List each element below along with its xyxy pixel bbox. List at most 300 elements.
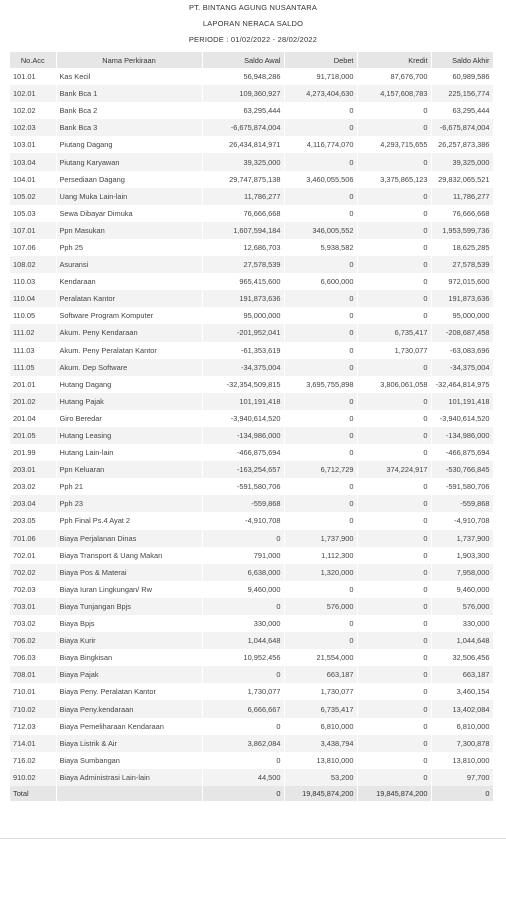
debit-cell: 0 [284,444,357,461]
account-name-cell: Pph Final Ps.4 Ayat 2 [56,512,202,529]
account-name-cell: Biaya Pos & Materai [56,564,202,581]
credit-cell: 0 [357,495,431,512]
closing-balance-cell: -591,580,706 [431,478,493,495]
debit-cell: 6,735,417 [284,700,357,717]
credit-cell: 0 [357,239,431,256]
opening-balance-cell: 63,295,444 [202,102,284,119]
table-row [10,256,493,273]
total-debit: 19,845,874,200 [284,786,357,801]
debit-cell: 0 [284,205,357,222]
credit-cell: 0 [357,632,431,649]
closing-balance-cell: 1,953,599,736 [431,222,493,239]
closing-balance-cell: 330,000 [431,615,493,632]
account-name-cell: Biaya Kurir [56,632,202,649]
debit-cell: 0 [284,153,357,170]
account-name-cell: Bank Bca 2 [56,102,202,119]
closing-balance-cell: -32,464,814,975 [431,376,493,393]
account-name-cell: Peralatan Kantor [56,290,202,307]
account-no-cell: 201.05 [10,427,56,444]
table-row [10,119,493,136]
total-label: Total [10,786,56,801]
opening-balance-cell: -61,353,619 [202,342,284,359]
opening-balance-cell: -163,254,657 [202,461,284,478]
closing-balance-cell: 63,295,444 [431,102,493,119]
debit-cell: 0 [284,102,357,119]
account-name-cell: Piutang Karyawan [56,153,202,170]
table-row [10,495,493,512]
closing-balance-cell: 26,257,873,386 [431,136,493,153]
closing-balance-cell: -6,675,874,004 [431,119,493,136]
debit-cell: 1,737,900 [284,530,357,547]
table-row [10,136,493,153]
table-row [10,342,493,359]
table-row [10,752,493,769]
account-name-cell: Bank Bca 3 [56,119,202,136]
table-row [10,290,493,307]
opening-balance-cell: 39,325,000 [202,153,284,170]
account-name-cell: Biaya Perjalanan Dinas [56,530,202,547]
credit-cell: 1,730,077 [357,342,431,359]
opening-balance-cell: 44,500 [202,769,284,786]
account-name-cell: Bank Bca 1 [56,85,202,102]
closing-balance-cell: -4,910,708 [431,512,493,529]
credit-cell: 4,157,608,783 [357,85,431,102]
closing-balance-cell: 76,666,668 [431,205,493,222]
debit-cell: 6,810,000 [284,718,357,735]
debit-cell: 1,320,000 [284,564,357,581]
account-no-cell: 201.02 [10,393,56,410]
table-row [10,564,493,581]
account-name-cell: Biaya Bingkisan [56,649,202,666]
account-no-cell: 703.01 [10,598,56,615]
credit-cell: 0 [357,649,431,666]
credit-cell: 0 [357,153,431,170]
account-no-cell: 104.01 [10,171,56,188]
account-no-cell: 702.02 [10,564,56,581]
opening-balance-cell: -201,952,041 [202,324,284,341]
closing-balance-cell: 11,786,277 [431,188,493,205]
account-no-cell: 102.02 [10,102,56,119]
closing-balance-cell: 6,810,000 [431,718,493,735]
debit-cell: 21,554,000 [284,649,357,666]
opening-balance-cell: 0 [202,598,284,615]
opening-balance-cell: 9,460,000 [202,581,284,598]
credit-cell: 0 [357,615,431,632]
report-header [0,0,506,48]
total-row [10,786,493,801]
closing-balance-cell: 1,737,900 [431,530,493,547]
account-name-cell: Biaya Bpjs [56,615,202,632]
total-closing-balance: 0 [431,786,493,801]
opening-balance-cell: -6,675,874,004 [202,119,284,136]
company-name: PT. BINTANG AGUNG NUSANTARA [188,3,318,12]
debit-cell: 1,112,300 [284,547,357,564]
closing-balance-cell: 225,156,774 [431,85,493,102]
credit-cell: 0 [357,188,431,205]
debit-cell: 0 [284,119,357,136]
credit-cell: 0 [357,512,431,529]
account-name-cell: Pph 21 [56,478,202,495]
account-name-cell: Biaya Pemeliharaan Kendaraan [56,718,202,735]
account-name-cell: Biaya Tunjangan Bpjs [56,598,202,615]
credit-cell: 0 [357,666,431,683]
opening-balance-cell: 0 [202,752,284,769]
debit-cell: 13,810,000 [284,752,357,769]
account-no-cell: 703.02 [10,615,56,632]
account-no-cell: 102.01 [10,85,56,102]
account-no-cell: 203.04 [10,495,56,512]
column-header-opening-balance: Saldo Awal [202,52,284,68]
opening-balance-cell: 791,000 [202,547,284,564]
opening-balance-cell: 330,000 [202,615,284,632]
credit-cell: 0 [357,205,431,222]
closing-balance-cell: 95,000,000 [431,307,493,324]
credit-cell: 0 [357,564,431,581]
credit-cell: 6,735,417 [357,324,431,341]
account-name-cell: Hutang Lain-lain [56,444,202,461]
column-header-debit: Debet [284,52,357,68]
closing-balance-cell: 576,000 [431,598,493,615]
account-name-cell: Biaya Transport & Uang Makan [56,547,202,564]
closing-balance-cell: 13,402,084 [431,700,493,717]
credit-cell: 3,375,865,123 [357,171,431,188]
closing-balance-cell: -559,868 [431,495,493,512]
account-name-cell: Software Program Komputer [56,307,202,324]
opening-balance-cell: 3,862,084 [202,735,284,752]
closing-balance-cell: 9,460,000 [431,581,493,598]
account-no-cell: 108.02 [10,256,56,273]
table-row [10,581,493,598]
closing-balance-cell: 972,015,600 [431,273,493,290]
debit-cell: 3,438,794 [284,735,357,752]
account-name-cell: Sewa Dibayar Dimuka [56,205,202,222]
opening-balance-cell: 27,578,539 [202,256,284,273]
table-row [10,239,493,256]
credit-cell: 0 [357,478,431,495]
table-row [10,461,493,478]
account-no-cell: 111.03 [10,342,56,359]
account-no-cell: 701.06 [10,530,56,547]
table-row [10,530,493,547]
debit-cell: 6,712,729 [284,461,357,478]
closing-balance-cell: -466,875,694 [431,444,493,461]
debit-cell: 0 [284,342,357,359]
debit-cell: 0 [284,615,357,632]
account-no-cell: 103.04 [10,153,56,170]
opening-balance-cell: 56,948,286 [202,68,284,85]
debit-cell: 0 [284,495,357,512]
account-name-cell: Biaya Sumbangan [56,752,202,769]
table-row [10,615,493,632]
table-row [10,85,493,102]
account-no-cell: 107.01 [10,222,56,239]
closing-balance-cell: 13,810,000 [431,752,493,769]
credit-cell: 0 [357,530,431,547]
account-no-cell: 714.01 [10,735,56,752]
opening-balance-cell: -4,910,708 [202,512,284,529]
closing-balance-cell: 97,700 [431,769,493,786]
table-row [10,666,493,683]
opening-balance-cell: 29,747,875,138 [202,171,284,188]
opening-balance-cell: -559,868 [202,495,284,512]
credit-cell: 0 [357,700,431,717]
debit-cell: 4,273,404,630 [284,85,357,102]
account-name-cell: Uang Muka Lain-lain [56,188,202,205]
table-row [10,718,493,735]
table-row [10,769,493,786]
debit-cell: 1,730,077 [284,683,357,700]
credit-cell: 0 [357,102,431,119]
debit-cell: 0 [284,290,357,307]
closing-balance-cell: -3,940,614,520 [431,410,493,427]
credit-cell: 4,293,715,655 [357,136,431,153]
account-name-cell: Kas Kecil [56,68,202,85]
table-row [10,735,493,752]
total-opening-balance: 0 [202,786,284,801]
debit-cell: 0 [284,478,357,495]
opening-balance-cell: 26,434,814,971 [202,136,284,153]
table-row [10,102,493,119]
table-row [10,205,493,222]
page-divider [0,838,506,839]
closing-balance-cell: 3,460,154 [431,683,493,700]
debit-cell: 53,200 [284,769,357,786]
opening-balance-cell: -3,940,614,520 [202,410,284,427]
account-no-cell: 706.03 [10,649,56,666]
opening-balance-cell: -466,875,694 [202,444,284,461]
table-row [10,444,493,461]
debit-cell: 0 [284,359,357,376]
table-row [10,478,493,495]
closing-balance-cell: 7,300,878 [431,735,493,752]
account-name-cell: Hutang Leasing [56,427,202,444]
credit-cell: 0 [357,598,431,615]
account-no-cell: 105.02 [10,188,56,205]
account-no-cell: 103.01 [10,136,56,153]
account-name-cell: Biaya Peny. Peralatan Kantor [56,683,202,700]
credit-cell: 0 [357,427,431,444]
table-row [10,512,493,529]
debit-cell: 91,718,000 [284,68,357,85]
credit-cell: 0 [357,683,431,700]
credit-cell: 0 [357,718,431,735]
account-name-cell: Asuransi [56,256,202,273]
credit-cell: 0 [357,769,431,786]
credit-cell: 0 [357,410,431,427]
credit-cell: 0 [357,547,431,564]
table-header-row [10,52,493,68]
account-no-cell: 110.05 [10,307,56,324]
table-row [10,598,493,615]
closing-balance-cell: -530,766,845 [431,461,493,478]
total-credit: 19,845,874,200 [357,786,431,801]
debit-cell: 0 [284,512,357,529]
table-row [10,427,493,444]
table-row [10,359,493,376]
account-no-cell: 105.03 [10,205,56,222]
account-no-cell: 706.02 [10,632,56,649]
account-no-cell: 710.01 [10,683,56,700]
account-name-cell: Hutang Dagang [56,376,202,393]
account-name-cell: Akum. Peny Kendaraan [56,324,202,341]
opening-balance-cell: 101,191,418 [202,393,284,410]
account-name-cell: Kendaraan [56,273,202,290]
table-row [10,188,493,205]
closing-balance-cell: -208,687,458 [431,324,493,341]
opening-balance-cell: 0 [202,530,284,547]
closing-balance-cell: -63,083,696 [431,342,493,359]
credit-cell: 374,224,917 [357,461,431,478]
closing-balance-cell: 191,873,636 [431,290,493,307]
closing-balance-cell: -34,375,004 [431,359,493,376]
account-no-cell: 201.99 [10,444,56,461]
column-header-account-no: No.Acc [10,52,56,68]
column-header-credit: Kredit [357,52,431,68]
account-no-cell: 716.02 [10,752,56,769]
account-name-cell: Persediaan Dagang [56,171,202,188]
closing-balance-cell: 18,625,285 [431,239,493,256]
table-row [10,632,493,649]
closing-balance-cell: 7,958,000 [431,564,493,581]
account-no-cell: 710.02 [10,700,56,717]
account-name-cell: Piutang Dagang [56,136,202,153]
account-name-cell: Akum. Peny Peralatan Kantor [56,342,202,359]
opening-balance-cell: 1,607,594,184 [202,222,284,239]
closing-balance-cell: 39,325,000 [431,153,493,170]
account-no-cell: 111.02 [10,324,56,341]
closing-balance-cell: 663,187 [431,666,493,683]
debit-cell: 3,460,055,506 [284,171,357,188]
account-name-cell: Biaya Peny.kendaraan [56,700,202,717]
account-no-cell: 708.01 [10,666,56,683]
table-row [10,547,493,564]
debit-cell: 0 [284,324,357,341]
table-row [10,324,493,341]
debit-cell: 0 [284,581,357,598]
account-name-cell: Ppn Keluaran [56,461,202,478]
closing-balance-cell: 101,191,418 [431,393,493,410]
closing-balance-cell: 27,578,539 [431,256,493,273]
opening-balance-cell: 6,638,000 [202,564,284,581]
account-name-cell: Giro Beredar [56,410,202,427]
account-no-cell: 201.01 [10,376,56,393]
table-body [10,68,493,786]
table-row [10,410,493,427]
debit-cell: 346,005,552 [284,222,357,239]
credit-cell: 0 [357,735,431,752]
account-name-cell: Hutang Pajak [56,393,202,410]
account-name-cell: Pph 23 [56,495,202,512]
opening-balance-cell: 11,786,277 [202,188,284,205]
debit-cell: 3,695,755,898 [284,376,357,393]
table-row [10,683,493,700]
debit-cell: 4,116,774,070 [284,136,357,153]
opening-balance-cell: 965,415,600 [202,273,284,290]
table-row [10,307,493,324]
debit-cell: 0 [284,427,357,444]
debit-cell: 5,938,582 [284,239,357,256]
account-name-cell: Ppn Masukan [56,222,202,239]
credit-cell: 0 [357,393,431,410]
opening-balance-cell: 10,952,456 [202,649,284,666]
opening-balance-cell: 1,730,077 [202,683,284,700]
debit-cell: 0 [284,410,357,427]
credit-cell: 0 [357,581,431,598]
account-name-cell: Akum. Dep Software [56,359,202,376]
report-period: PERIODE : 01/02/2022 - 28/02/2022 [188,35,318,44]
account-no-cell: 201.04 [10,410,56,427]
opening-balance-cell: 95,000,000 [202,307,284,324]
credit-cell: 3,806,061,058 [357,376,431,393]
account-name-cell: Pph 25 [56,239,202,256]
table-row [10,171,493,188]
account-no-cell: 712.03 [10,718,56,735]
account-no-cell: 203.02 [10,478,56,495]
opening-balance-cell: 12,686,703 [202,239,284,256]
account-no-cell: 910.02 [10,769,56,786]
credit-cell: 0 [357,444,431,461]
opening-balance-cell: -134,986,000 [202,427,284,444]
opening-balance-cell: 76,666,668 [202,205,284,222]
debit-cell: 0 [284,393,357,410]
account-no-cell: 110.04 [10,290,56,307]
credit-cell: 87,676,700 [357,68,431,85]
debit-cell: 6,600,000 [284,273,357,290]
credit-cell: 0 [357,752,431,769]
column-header-account-name: Nama Perkiraan [56,52,202,68]
credit-cell: 0 [357,290,431,307]
account-no-cell: 107.06 [10,239,56,256]
credit-cell: 0 [357,222,431,239]
debit-cell: 0 [284,256,357,273]
closing-balance-cell: 29,832,065,521 [431,171,493,188]
closing-balance-cell: -134,986,000 [431,427,493,444]
table-row [10,153,493,170]
opening-balance-cell: -32,354,509,815 [202,376,284,393]
account-name-cell: Biaya Administrasi Lain-lain [56,769,202,786]
debit-cell: 576,000 [284,598,357,615]
report-title: LAPORAN NERACA SALDO [202,19,304,28]
account-no-cell: 702.01 [10,547,56,564]
opening-balance-cell: -591,580,706 [202,478,284,495]
trial-balance-table [10,52,494,801]
account-no-cell: 101.01 [10,68,56,85]
opening-balance-cell: 1,044,648 [202,632,284,649]
table-row [10,393,493,410]
debit-cell: 0 [284,632,357,649]
column-header-closing-balance: Saldo Akhir [431,52,493,68]
opening-balance-cell: 191,873,636 [202,290,284,307]
account-name-cell: Biaya Iuran Lingkungan/ Rw [56,581,202,598]
table-row [10,68,493,85]
credit-cell: 0 [357,273,431,290]
table-row [10,700,493,717]
opening-balance-cell: 6,666,667 [202,700,284,717]
account-no-cell: 203.01 [10,461,56,478]
account-no-cell: 203.05 [10,512,56,529]
account-name-cell: Biaya Pajak [56,666,202,683]
table-row [10,273,493,290]
closing-balance-cell: 60,989,586 [431,68,493,85]
account-name-cell: Biaya Listrik & Air [56,735,202,752]
opening-balance-cell: 0 [202,666,284,683]
table-row [10,222,493,239]
credit-cell: 0 [357,119,431,136]
account-no-cell: 102.03 [10,119,56,136]
table-row [10,376,493,393]
account-no-cell: 702.03 [10,581,56,598]
total-spacer [56,786,202,801]
